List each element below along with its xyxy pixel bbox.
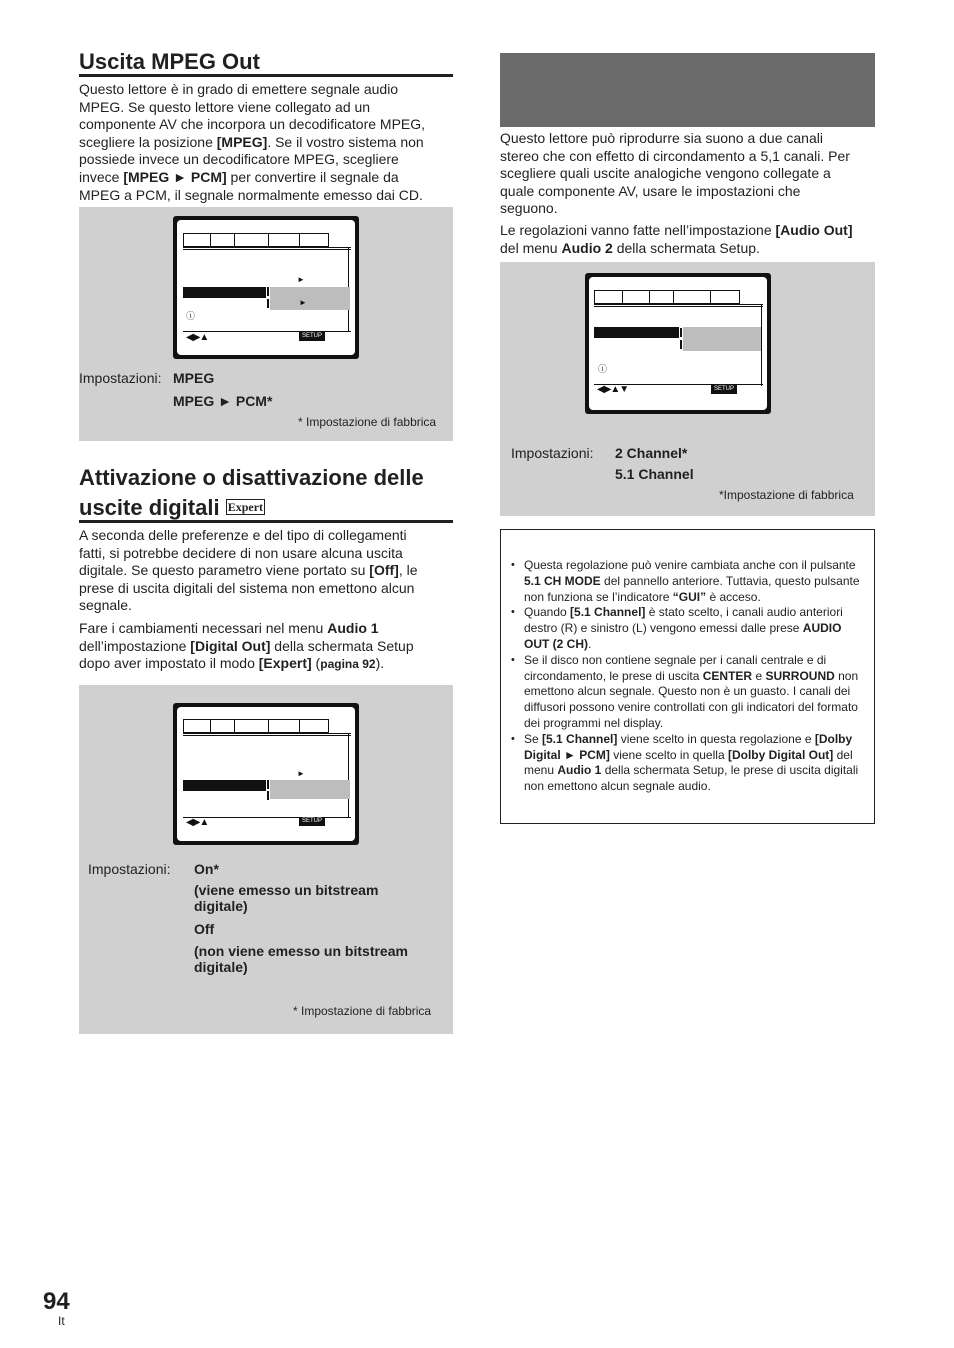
note-item: • Quando [5.1 Channel] è stato scelto, i canali audio anteriori destro (R) e sinistro (L) vengono emessi dalle prese AUDIO OUT (2 CH).	[501, 605, 861, 652]
section-title-mpeg-out: Uscita MPEG Out	[79, 49, 260, 74]
nav-arrows-icon: ◀▶▲▼	[597, 384, 629, 395]
setting-option-2-channel: 2 Channel*	[615, 445, 688, 461]
factory-default-note: *Impostazione di fabbrica	[719, 488, 854, 502]
setup-screen-audio-out	[585, 273, 771, 414]
info-icon: ⓘ	[598, 364, 608, 374]
arrow-right-icon: ►	[299, 298, 307, 307]
option-box	[270, 780, 350, 799]
setting-option-off: Off	[194, 921, 215, 937]
option-box	[270, 287, 350, 310]
digital-instructions: Fare i cambiamenti necessari nel menu Audio 1 dell’impostazione [Digital Out] della schermata Setup dopo aver impostato il modo [Expert] (pagina 92).	[79, 620, 414, 672]
section-header-bar	[500, 53, 875, 127]
setting-option-5-1-channel: 5.1 Channel	[615, 466, 694, 482]
expert-badge: Expert	[227, 500, 264, 514]
note-item: • Se il disco non contiene segnale per i canali centrale e di circondamento, le prese di uscita CENTER e SURROUND non emettono alcun segnale. Questo non è un guasto. I canali dei diffusori possono venire controllati con gli indicatori del formato dei programmi nel display.	[501, 653, 861, 732]
setting-option-off-desc: (non viene emesso un bitstream digitale)	[194, 943, 408, 975]
section-rule	[79, 74, 453, 77]
cursor-marker	[680, 340, 682, 349]
info-icon: ⓘ	[186, 311, 196, 321]
cursor-marker	[267, 287, 269, 296]
nav-arrows-icon: ◀▶▲	[186, 817, 209, 828]
cursor-marker	[267, 780, 269, 789]
factory-default-note: * Impostazione di fabbrica	[293, 1004, 432, 1018]
section-title-digital-outputs: Attivazione o disattivazione delle uscite digitali Expert	[79, 465, 424, 520]
arrow-right-icon: ►	[297, 275, 305, 284]
digital-description: A seconda delle preferenze e del tipo di collegamenti fatti, si potrebbe decidere di non usare alcuna uscita digitale. Se questo parametro viene portato su [Off], le prese di uscita digitali del sistema non emettono alcun segnale.	[79, 527, 418, 614]
setup-screen-mpeg	[173, 216, 359, 359]
setting-option-on-desc: (viene emesso un bitstream digitale)	[194, 882, 379, 914]
cursor-marker	[680, 328, 682, 337]
setting-option-mpeg-pcm: MPEG ► PCM*	[173, 393, 273, 409]
option-box	[683, 327, 761, 351]
menu-tabs	[183, 719, 329, 733]
settings-label: Impostazioni:	[88, 861, 171, 877]
mpeg-description: Questo lettore è in grado di emettere segnale audio MPEG. Se questo lettore viene collegato ad un componente AV che incorpora un decodificatore MPEG, scegliere la posizione [MPEG]. Se il vostro sistema non possiede invece un decodificatore MPEG, scegliere invece [MPEG ► PCM] per convertire il segnale da MPEG a PCM, il segnale normalmente emesso dai CD.	[79, 81, 426, 203]
arrow-right-icon: ►	[297, 769, 305, 778]
nav-arrows-icon: ◀▶▲	[186, 332, 209, 343]
cursor-marker	[267, 299, 269, 308]
setup-screen-digital-out	[173, 703, 359, 845]
factory-default-note: * Impostazione di fabbrica	[298, 415, 437, 429]
setup-badge: SETUP	[299, 817, 325, 826]
page-language: It	[58, 1314, 65, 1328]
setup-badge: SETUP	[299, 332, 325, 341]
setting-option-on: On*	[194, 861, 219, 877]
menu-tabs	[594, 290, 740, 304]
setting-option-mpeg: MPEG	[173, 370, 215, 386]
selected-row	[183, 780, 266, 791]
note-item: • Questa regolazione può venire cambiata anche con il pulsante 5.1 CH MODE del pannello anteriore. Tuttavia, questo pulsante non funziona se l’indicatore “GUI” è acceso.	[501, 558, 861, 605]
selected-row	[183, 287, 266, 298]
cursor-marker	[267, 791, 269, 800]
audio-out-description: Questo lettore può riprodurre sia suono a due canali stereo che con effetto di circondamento a 5,1 canali. Per scegliere quali uscite analogiche vengono collegate a quale componente AV, usare le impostazioni che seguono.	[500, 130, 850, 217]
settings-label: Impostazioni:	[79, 370, 162, 386]
selected-row	[594, 327, 679, 338]
setup-badge: SETUP	[711, 385, 737, 394]
note-item: • Se [5.1 Channel] viene scelto in questa regolazione e [Dolby Digital ► PCM] viene scelto in quella [Dolby Digital Out] del menu Audio 1 della schermata Setup, le prese di uscita digitali non emettono alcun segnale audio.	[501, 732, 861, 795]
audio-out-instructions: Le regolazioni vanno fatte nell’impostazione [Audio Out] del menu Audio 2 della schermata Setup.	[500, 222, 853, 256]
notes-box	[500, 529, 875, 824]
page-number: 94	[43, 1288, 70, 1315]
menu-tabs	[183, 233, 329, 247]
settings-label: Impostazioni:	[511, 445, 594, 461]
section-rule	[79, 520, 453, 523]
